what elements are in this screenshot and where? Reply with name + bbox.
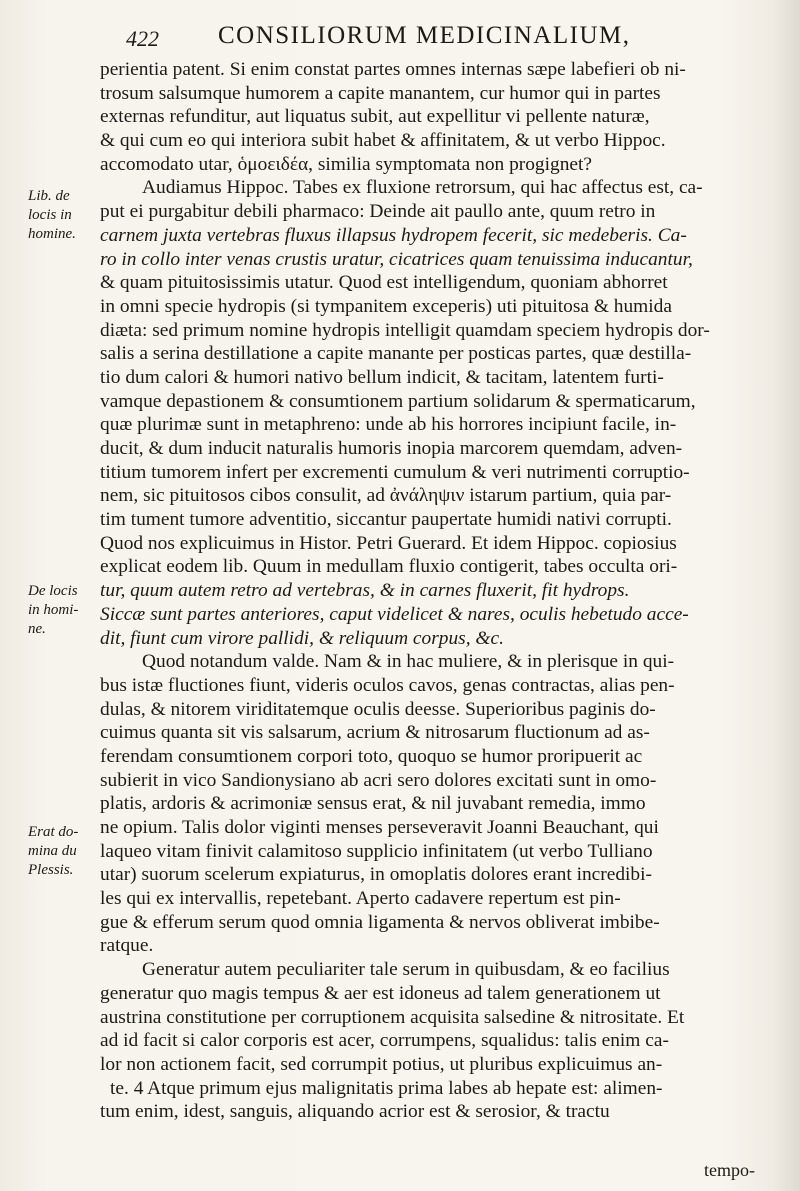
text-line: laqueo vitam finivit calamitoso supplicio infinitatem (ut verbo Tulliano (100, 840, 653, 862)
margin-note-line: Erat do- (28, 824, 79, 840)
text-line: Quod nos explicuimus in Histor. Petri Guerard. Et idem Hippoc. copiosius (100, 532, 677, 554)
text-line: bus istæ fluctiones fiunt, videris oculos cavos, genas contractas, alias pen- (100, 674, 675, 696)
margin-note-lib-de-locis (28, 187, 76, 244)
text-line: les qui ex intervallis, repetebant. Aperto cadavere repertum est pin- (100, 888, 621, 910)
text-line: externas refunditur, aut liquatus subit, aut expellitur vi pellente naturæ, (100, 106, 650, 128)
page-number: 422 (126, 26, 159, 51)
body-text (100, 58, 768, 1124)
margin-note-line: locis in (28, 207, 72, 223)
text-line: platis, ardoris & acrimoniæ sensus erat, & nil juvabant remedia, immo (100, 793, 646, 815)
text-line: cuimus quanta sit vis salsarum, acrium & nitrosarum fluctionum ad as- (100, 722, 650, 744)
text-line: subierit in vico Sandionysiano ab acri sero dolores excitati sunt in omo- (100, 769, 657, 791)
text-line: in omni specie hydropis (si tympanitem exceperis) uti pituitosa & humida (100, 295, 672, 317)
text-line-italic: tur, quum autem retro ad vertebras, & in carnes fluxerit, fit hydrops. (100, 580, 630, 602)
text-line: austrina constitutione per corruptionem acquisita salsedine & nitrositate. Et (100, 1006, 685, 1028)
paragraph-start-line: Audiamus Hippoc. Tabes ex fluxione retrorsum, qui hac affectus est, ca- (142, 177, 703, 199)
text-line: perientia patent. Si enim constat partes omnes internas sæpe labefieri ob ni- (100, 59, 686, 80)
margin-note-line: De locis (28, 583, 78, 599)
paragraph-start-line: Generatur autem peculiariter tale serum in quibusdam, & eo facilius (142, 959, 670, 981)
text-line: dulas, & nitorem viriditatemque oculis deesse. Superioribus paginis do- (100, 698, 656, 720)
text-line: tum enim, idest, sanguis, aliquando acrior est & serosior, & tractu (100, 1101, 610, 1123)
text-line-italic: Siccæ sunt partes anteriores, caput videlicet & nares, oculis hebetudo acce- (100, 603, 689, 625)
margin-note-line: in homi- (28, 602, 79, 618)
text-line: utar) suorum scelerum expiaturus, in omoplatis dolores erant incredibi- (100, 864, 652, 886)
text-line: put ei purgabitur debili pharmaco: Deinde ait paullo ante, quum retro in (100, 201, 656, 223)
text-line: tim tument tumore adventitio, siccantur paupertate humidi nativi corrupti. (100, 509, 672, 531)
text-line: salis a serina destillatione a capite manante per posticas partes, quæ destilla- (100, 343, 692, 365)
text-line: nem, sic pituitosos cibos consulit, ad ἀνάληψιν istarum partium, quia par- (100, 485, 672, 507)
text-line: ad id facit si calor corporis est acer, corrumpens, squalidus: talis enim ca- (100, 1030, 669, 1052)
text-line-italic: ro in collo inter venas crustis uratur, cicatrices quam tenuissima inducantur, (100, 248, 693, 270)
page-edge-shadow (772, 0, 800, 1191)
text-line: ne opium. Talis dolor viginti menses perseveravit Joanni Beauchant, qui (100, 817, 659, 838)
text-line: tio dum calori & humori nativo bellum indicit, & tacitam, latentem furti- (100, 366, 664, 388)
text-line: ferendam consumtionem corpori toto, quoquo se humor proripuerit ac (100, 745, 643, 767)
page-header (118, 22, 678, 56)
margin-note-de-locis (28, 582, 78, 639)
text-line: diæta: sed primum nomine hydropis intelligit quamdam speciem hydropis dor- (100, 319, 710, 341)
text-line: trosum salsumque humorem a capite manantem, cur humor qui in partes (100, 82, 661, 104)
text-line: & quam pituitosissimis utatur. Quod est intelligendum, quoniam abhorret (100, 272, 668, 294)
running-title: CONSILIORUM MEDICINALIUM, (218, 22, 631, 49)
text-line: gue & efferum serum quod omnia ligamenta & nervos obliverat imbibe- (100, 911, 660, 933)
text-line: lor non actionem facit, sed corrumpit potius, ut pluribus explicuimus an- (100, 1053, 663, 1075)
catchword: tempo- (704, 1160, 755, 1180)
margin-note-line: ne. (28, 621, 46, 637)
text-line: titium tumorem infert per excrementi cumulum & veri nutrimenti corruptio- (100, 461, 690, 483)
text-line: & qui cum eo qui interiora subit habet & affinitatem, & ut verbo Hippoc. (100, 130, 666, 152)
paragraph-start-line: Quod notandum valde. Nam & in hac muliere, & in plerisque in qui- (142, 651, 675, 673)
text-line: quæ plurimæ sunt in metaphreno: unde ab his horrores incipiunt facile, in- (100, 414, 677, 436)
margin-note-line: homine. (28, 226, 76, 242)
margin-note-line: Plessis. (28, 862, 74, 878)
margin-note-line: mina du (28, 843, 77, 859)
text-line: te. 4 Atque primum ejus malignitatis prima labes ab hepate est: alimen- (110, 1077, 663, 1099)
text-line: explicat eodem lib. Quum in medullam fluxio contigerit, tabes occulta ori- (100, 556, 678, 578)
text-line: ratque. (100, 935, 154, 957)
text-line: generatur quo magis tempus & aer est idoneus ad talem generationem ut (100, 982, 661, 1004)
text-line-italic: dit, fiunt cum virore pallidi, & reliquum corpus, &c. (100, 627, 504, 649)
margin-note-line: Lib. de (28, 188, 70, 204)
text-line: vamque depastionem & consumtionem partium solidarum & spermaticarum, (100, 390, 696, 412)
text-line: ducit, & dum inducit naturalis humoris inopia marcorem quemdam, adven- (100, 438, 683, 459)
text-line: accomodato utar, ὁμοειδέα, similia symptomata non progignet? (100, 153, 592, 175)
text-line-italic: carnem juxta vertebras fluxus illapsus hydropem fecerit, sic medeberis. Ca- (100, 224, 687, 246)
margin-note-erat-domina (28, 823, 78, 880)
